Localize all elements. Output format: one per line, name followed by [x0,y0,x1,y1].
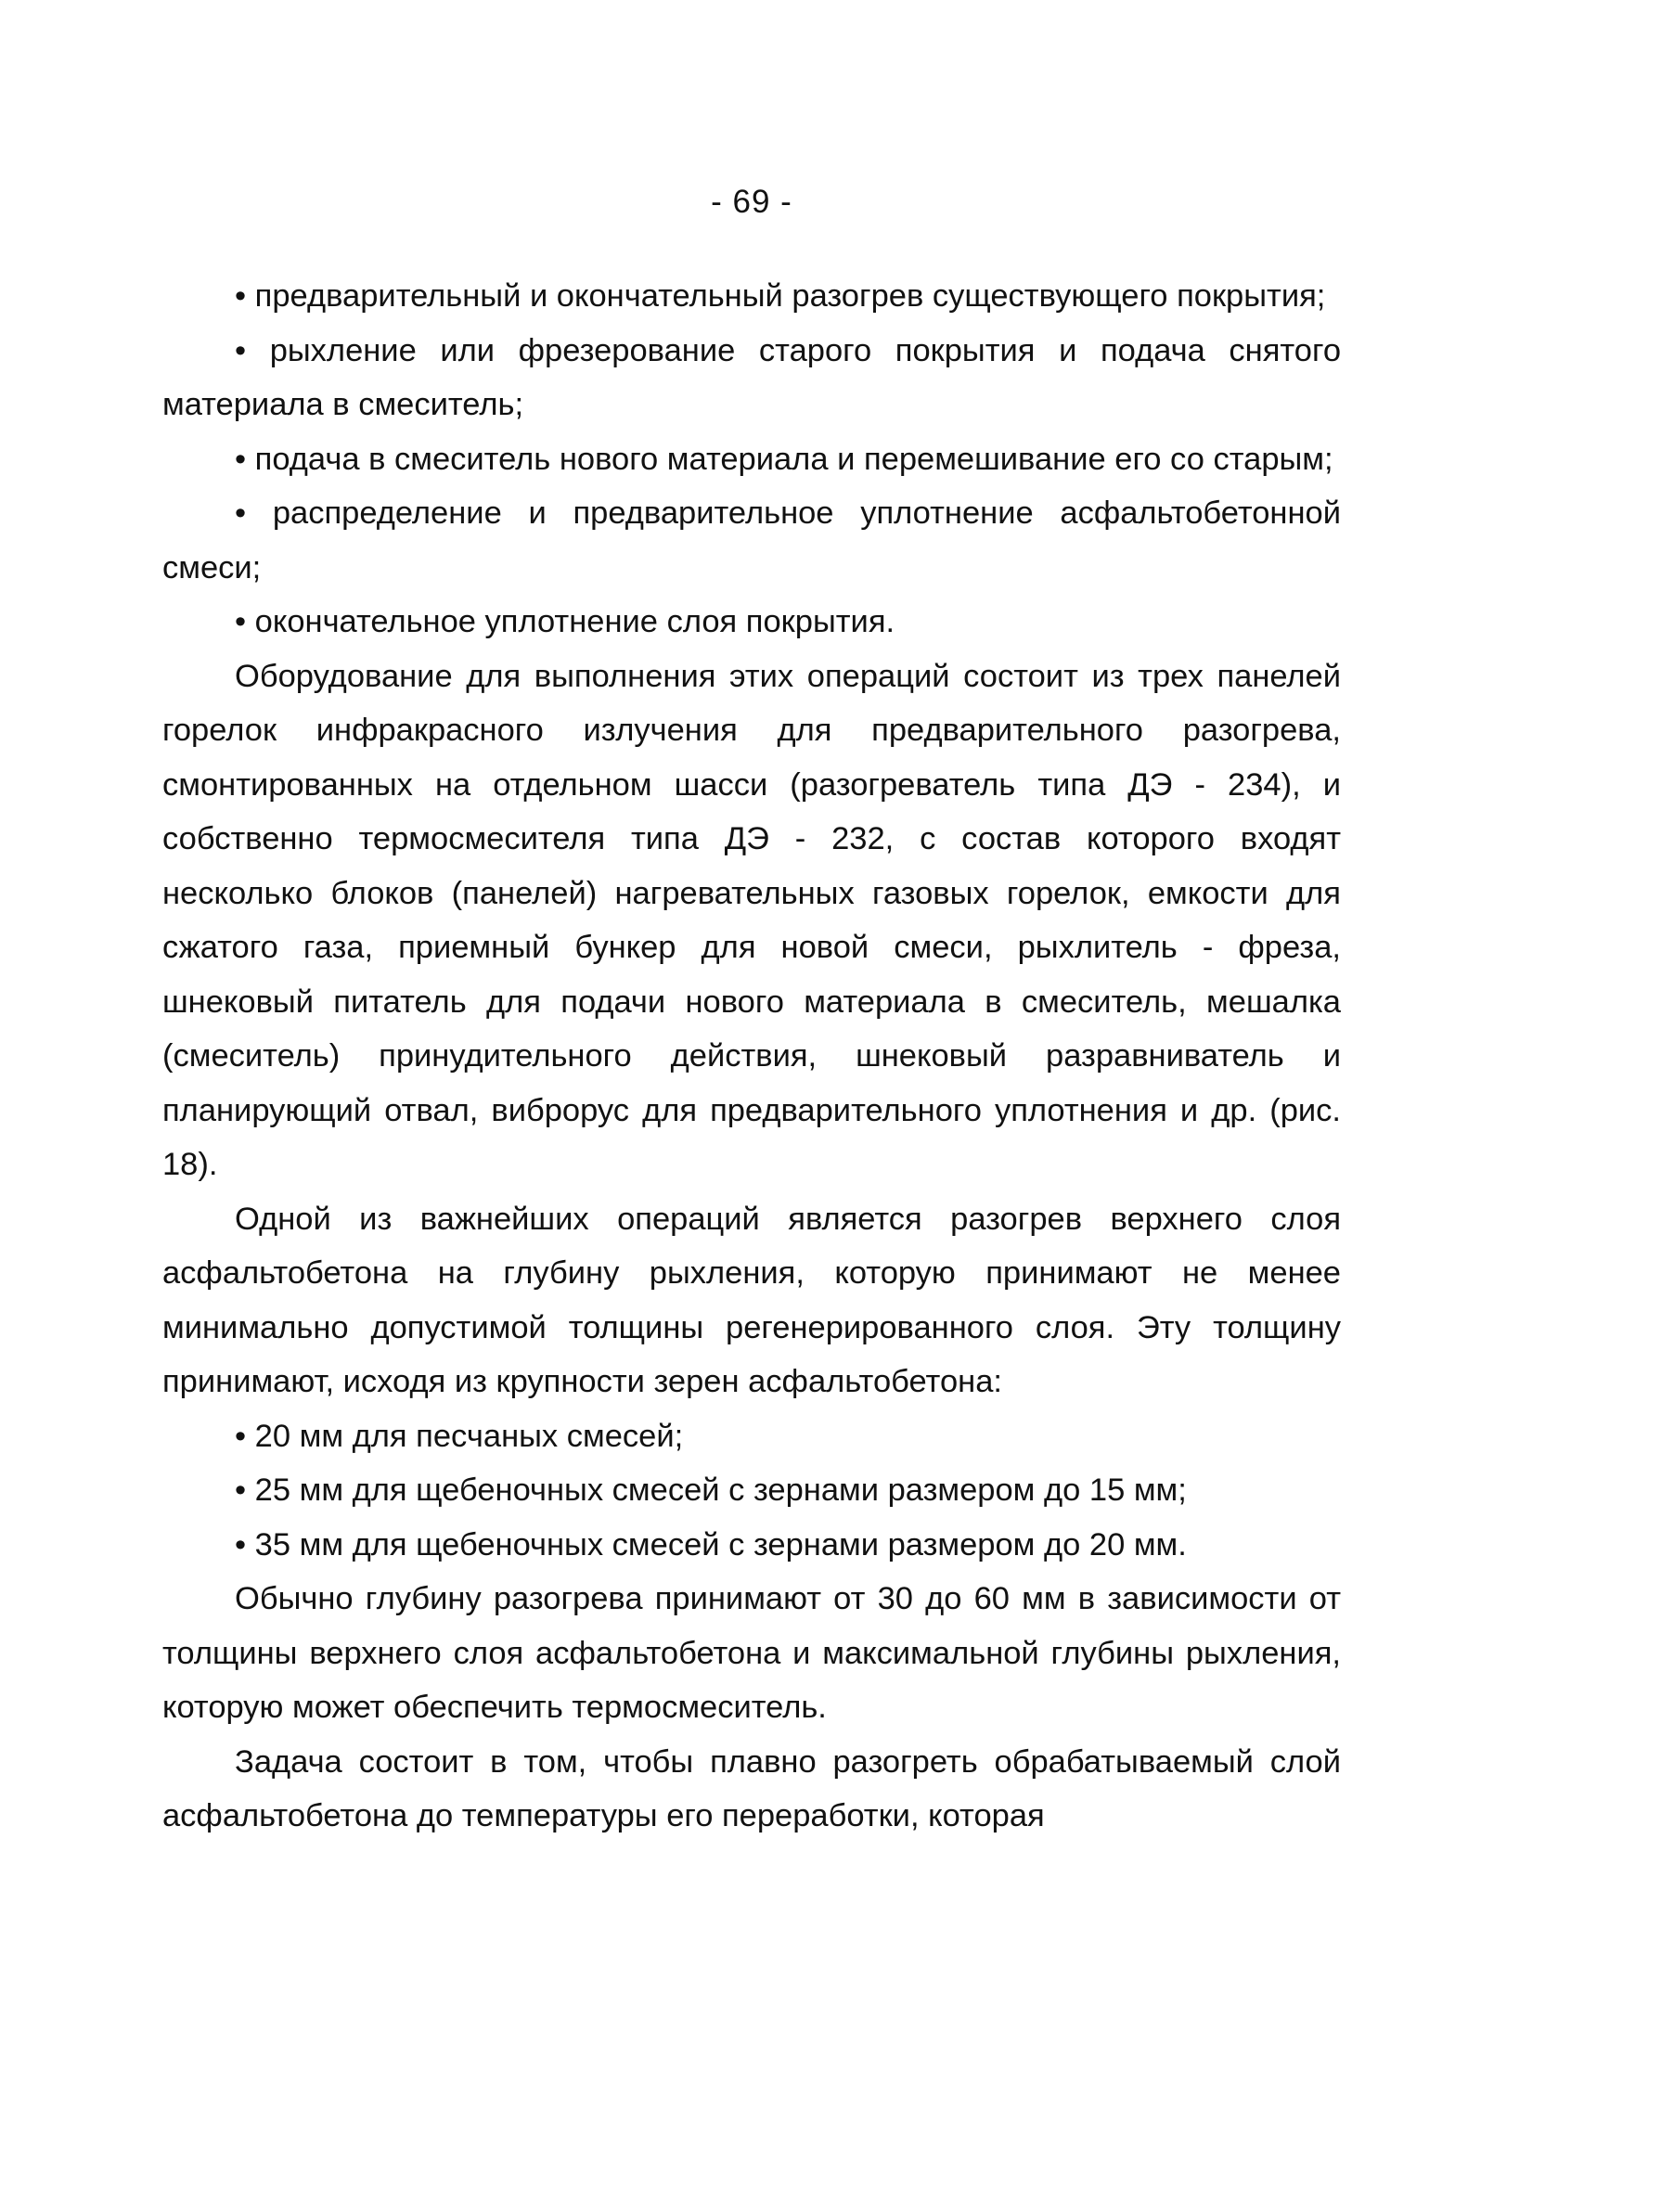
bullet-item-loosening: • рыхление или фрезерование старого покрытия и подача снятого материала в смеситель; [162,324,1341,432]
paragraph-equipment: Оборудование для выполнения этих операций состоит из трех панелей горелок инфракрасного излучения для предварительного разогрева, смонтированных на отдельном шасси (разогреватель типа ДЭ - 234), и собственно термосмесителя типа ДЭ - 232, с состав которого входят несколько блоков (панелей) нагревательных газовых горелок, емкости для сжатого газа, приемный бункер для новой смеси, рыхлитель - фреза, шнековый питатель для подачи нового материала в смеситель, мешалка (смеситель) принудительного действия, шнековый разравниватель и планирующий отвал, виброрус для предварительного уплотнения и др. (рис. 18). [162,658,1341,1182]
paragraph-task: Задача состоит в том, чтобы плавно разогреть обрабатываемый слой асфальтобетона до температуры его переработки, которая [162,1743,1341,1833]
bullet-item-gravel-15: • 25 мм для щебеночных смесей с зернами размером до 15 мм; [162,1463,1341,1518]
bullet-item-sand-mix: • 20 мм для песчаных смесей; [162,1409,1341,1464]
page-number: - 69 - [711,184,792,220]
paragraph-heating-depth: Одной из важнейших операций является разогрев верхнего слоя асфальтобетона на глубину рыхления, которую принимают не менее минимально допустимой толщины регенерированного слоя. Эту толщину принимают, исходя из крупности зерен асфальтобетона: [162,1201,1341,1399]
bullet-item-final-compaction: • окончательное уплотнение слоя покрытия. [162,595,1341,649]
bullet-item-preheating: • предварительный и окончательный разогрев существующего покрытия; [162,269,1341,324]
bullet-item-new-material: • подача в смеситель нового материала и перемешивание его со старым; [162,432,1341,487]
bullet-item-distribution: • распределение и предварительное уплотнение асфальтобетонной смеси; [162,486,1341,595]
body-text [162,269,1341,1844]
paragraph-typical-depth: Обычно глубину разогрева принимают от 30 до 60 мм в зависимости от толщины верхнего слоя асфальтобетона и максимальной глубины рыхления, которую может обеспечить термосмеситель. [162,1581,1341,1725]
bullet-item-gravel-20: • 35 мм для щебеночных смесей с зернами размером до 20 мм. [162,1518,1341,1573]
